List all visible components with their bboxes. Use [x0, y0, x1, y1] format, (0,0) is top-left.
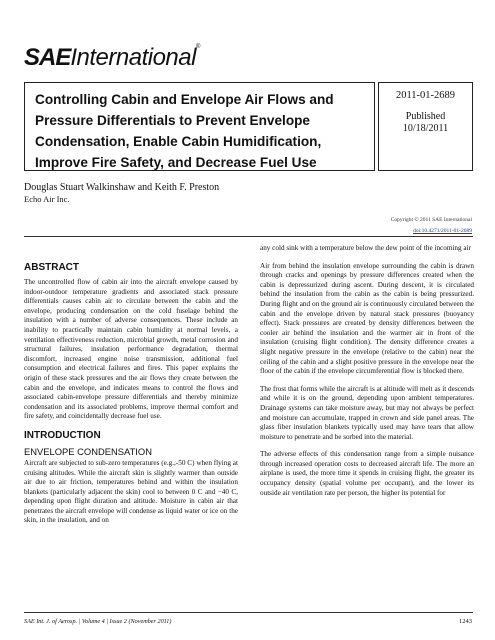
abstract-heading: ABSTRACT: [24, 262, 79, 273]
paper-title: Controlling Cabin and Envelope Air Flows and Pressure Differentials to Prevent Envelope Condensation, Enable Cabin Humidification, Improve Fire Safety, and Decrease Fuel Use: [35, 92, 334, 170]
logo-international-text: International: [70, 44, 196, 71]
intro-paragraph: Aircraft are subjected to sub-zero temperatures (e.g.,-50 C) when flying at cruising altitudes. While the aircraft skin is slightly warmer than outside air due to air friction, temperatures behind and within the insulation blankets (particularly adjacent the skin) cool to between 0 C and −40 C, depending upon flight duration and altitude. Moisture in cabin air that penetrates the aircraft envelope will condense as liquid water or ice on the skin, in the insulation, and on: [24, 458, 238, 525]
copyright-notice: Copyright © 2011 SAE International: [390, 217, 472, 223]
published-date: 10/18/2011: [402, 123, 449, 134]
sae-international-logo: [24, 44, 200, 70]
paper-id-box: [378, 82, 473, 171]
body-paragraph: Air from behind the insulation envelope surrounding the cabin is drawn through cracks and openings by pressure differences created when the cabin is depressurized during ascent. During descent, it is circulated behind the insulation from the cabin as the cabin is being pressurized. During flight and on the ground air is continuously circulated between the cabin and the envelope driven by natural stack pressures (buoyancy effect). Stack pressures are created by density differences between the cooler air behind the insulation and the warmer air in front of the insulation (cruising flight condition). The density difference creates a slight negative pressure in the envelope (relative to the cabin) near the ceiling of the cabin and a slight positive pressure in the envelope near the floor of the cabin if the envelope circumferential flow is blocked there.: [260, 261, 474, 376]
paper-id: 2011-01-2689: [395, 90, 456, 101]
doi-link[interactable]: doi:10.4271/2011-01-2689: [413, 228, 472, 234]
page-number: 1243: [459, 618, 472, 625]
logo-registered-mark: ®: [195, 44, 201, 50]
envelope-condensation-heading: ENVELOPE CONDENSATION: [24, 445, 152, 457]
body-paragraph: any cold sink with a temperature below the dew point of the incoming air: [260, 244, 471, 252]
copyright-block: [391, 215, 472, 237]
logo-sae-text: SAE: [24, 44, 71, 71]
header-divider: [24, 236, 473, 237]
affiliation: Echo Air Inc.: [24, 194, 70, 204]
footer-divider: [24, 612, 473, 613]
journal-citation: SAE Int. J. of Aerosp. | Volume 4 | Issue 2 (November 2011): [24, 618, 172, 625]
authors: Douglas Stuart Walkinshaw and Keith F. Preston: [24, 182, 220, 193]
abstract-text: The uncontrolled flow of cabin air into the aircraft envelope caused by indoor-outdoor temperature gradients and associated stack pressure differentials causes cabin air to circulate between the cabin and the envelope, producing condensation on the cold fuselage behind the insulation with a number of adverse consequences. These include an inability to practically maintain cabin humidity at normal levels, a ventilation effectiveness reduction, microbial growth, metal corrosion and structural failures, insulation performance degradation, thermal discomfort, increased engine noise transmission, additional fuel consumption and electrical failures and fires. This paper explains the origin of these stack pressures and the air flows they create between the cabin and the envelope, and indicates means to control the flows and associated cabin-envelope pressure differentials and thereby minimize condensation and its associated problems, improve thermal comfort and fire safety, and coincidentally decrease fuel use.: [24, 278, 238, 421]
left-column: [24, 244, 238, 534]
published-label: Published: [405, 111, 446, 122]
body-paragraph: The frost that forms while the aircraft is at altitude will melt as it descends and while it is on the ground, depending upon ambient temperatures. Drainage systems can take moisture away, but may not always be perfect and moisture can accumulate, trapped in crown and side panel areas. The glass fiber insulation blankets typically used may have tears that allow moisture to penetrate and be sorbed into the material.: [260, 384, 474, 441]
title-box: [24, 82, 375, 171]
right-column: [260, 244, 474, 506]
body-paragraph: The adverse effects of this condensation range from a simple nuisance through increased operation costs to decreased aircraft life. The more an airplane is used, the more time it spends in cruising flight, the greater its occupancy density (spatial volume per occupant), and the lower its outside air ventilation rate per person, the higher its potential for: [260, 450, 474, 497]
introduction-heading: INTRODUCTION: [24, 429, 101, 441]
